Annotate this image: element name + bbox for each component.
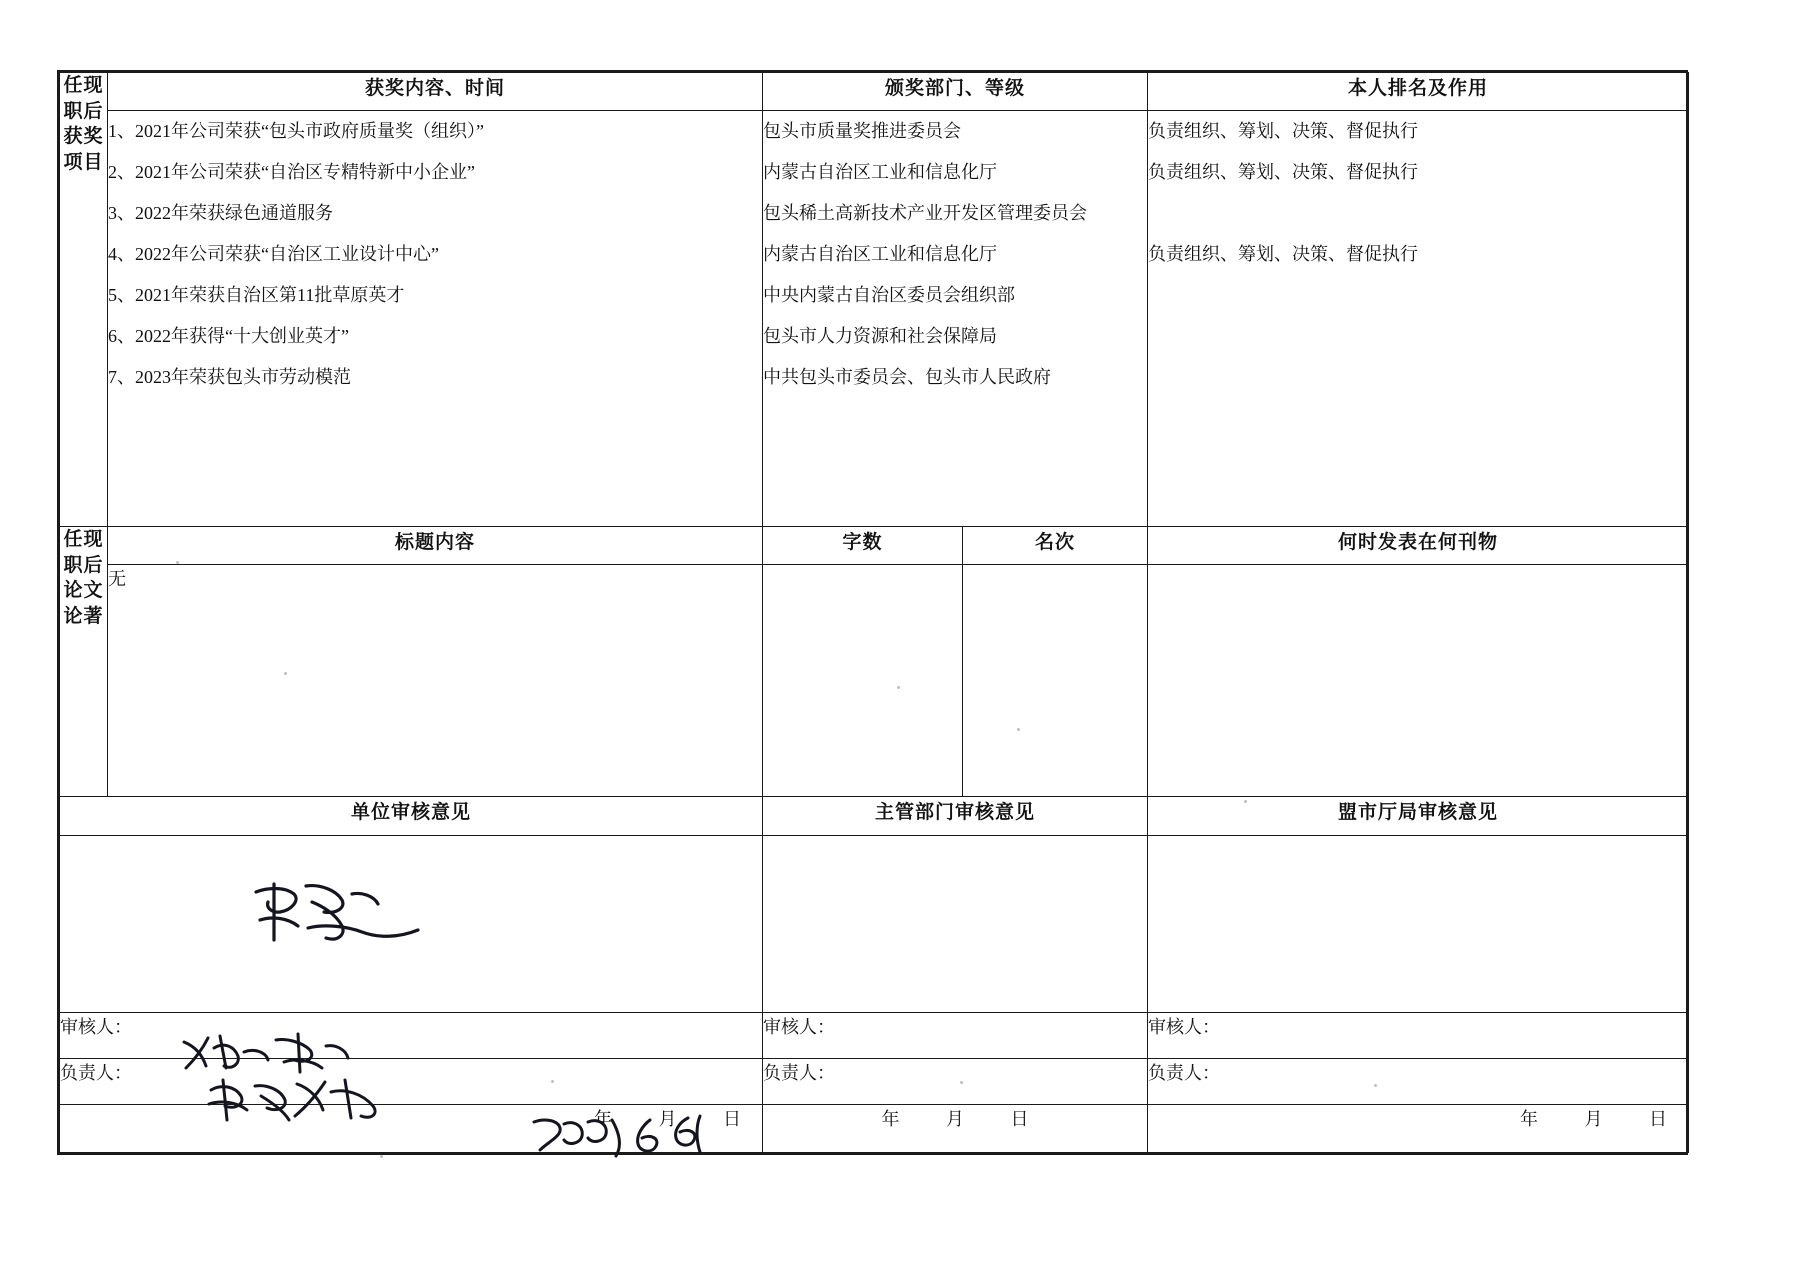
award-rank-5 [1148,275,1688,316]
papers-body-row [60,565,1689,797]
awards-header-row [60,73,1689,111]
award-rank-2: 负责组织、筹划、决策、督促执行 [1148,162,1419,183]
papers-ranking-cell [963,565,1148,797]
awards-rank-cell [1148,111,1689,527]
award-content-4: 4、2022年公司荣获“自治区工业设计中心” [108,244,439,265]
date-month-label-department: 月 [946,1108,964,1129]
awards-header-rank: 本人排名及作用 [1148,73,1689,111]
responsible-label-unit: 负责人： [60,1062,132,1083]
papers-wordcount-cell [763,565,963,797]
reviewer-department [763,1012,1148,1058]
award-content-1: 1、2021年公司荣获“包头市政府质量奖（组织）” [108,121,484,142]
papers-title-cell: 无 [108,565,763,797]
award-department-3: 包头稀土高新技术产业开发区管理委员会 [763,203,1087,224]
award-department-1: 包头市质量奖推进委员会 [763,121,961,142]
award-department-2: 内蒙古自治区工业和信息化厅 [763,162,997,183]
responsible-label-department: 负责人： [763,1062,835,1083]
award-content-5: 5、2021年荣获自治区第11批草原英才 [108,285,405,306]
date-month-label-unit: 月 [658,1108,677,1129]
papers-header-title: 标题内容 [108,527,763,565]
awards-body-row [60,111,1689,527]
award-department-6: 包头市人力资源和社会保障局 [763,326,997,347]
review-opinion-unit [60,835,763,1012]
award-content-3: 3、2022年荣获绿色通道服务 [108,203,333,224]
date-row [60,1104,1689,1152]
date-year-label-department: 年 [881,1108,900,1129]
awards-section-label: 任现 职后 获奖 项目 [60,73,108,527]
papers-header-publication: 何时发表在何刊物 [1148,527,1689,565]
papers-publication-cell [1148,565,1689,797]
reviewer-bureau [1148,1012,1689,1058]
responsible-label-bureau: 负责人： [1148,1062,1221,1083]
reviewer-row [60,1012,1689,1058]
responsible-bureau [1148,1058,1689,1104]
awards-content-cell [108,111,763,527]
responsible-unit [60,1058,763,1104]
responsible-department [763,1058,1148,1104]
reviewer-label-bureau: 审核人： [1148,1016,1221,1037]
award-rank-6 [1148,316,1688,357]
reviewer-unit [60,1012,763,1058]
date-day-label-bureau: 日 [1649,1108,1668,1129]
award-department-4: 内蒙古自治区工业和信息化厅 [763,244,997,265]
responsible-row [60,1058,1689,1104]
scan-speck [380,1155,383,1158]
award-content-7: 7、2023年荣获包头市劳动模范 [108,367,351,388]
award-department-5: 中央内蒙古自治区委员会组织部 [763,285,1015,306]
awards-header-content: 获奖内容、时间 [108,73,763,111]
date-department [763,1104,1148,1152]
date-month-label-bureau: 月 [1584,1108,1603,1129]
evaluation-form-table [57,70,1688,1155]
reviewer-label-department: 审核人： [763,1016,835,1037]
awards-department-cell [763,111,1148,527]
award-rank-3 [1148,193,1688,234]
award-department-7: 中共包头市委员会、包头市人民政府 [763,367,1051,388]
review-header-department: 主管部门审核意见 [763,797,1148,835]
papers-section-label: 任现 职后 论文 论著 [60,527,108,797]
papers-header-row [60,527,1689,565]
papers-header-ranking: 名次 [963,527,1148,565]
papers-header-wordcount: 字数 [763,527,963,565]
award-rank-7 [1148,357,1688,398]
award-content-6: 6、2022年获得“十大创业英才” [108,326,349,347]
date-year-label-bureau: 年 [1520,1108,1539,1129]
awards-header-department: 颁奖部门、等级 [763,73,1148,111]
review-header-row [60,797,1689,835]
date-year-label-unit: 年 [594,1108,612,1129]
form-table [59,72,1689,1153]
review-header-bureau: 盟市厅局审核意见 [1148,797,1689,835]
date-bureau [1148,1104,1689,1152]
date-unit [60,1104,763,1152]
award-rank-1: 负责组织、筹划、决策、督促执行 [1148,121,1419,142]
review-opinion-bureau [1148,835,1689,1012]
review-opinion-row [60,835,1689,1012]
date-day-label-department: 日 [1010,1108,1029,1129]
review-opinion-department [763,835,1148,1012]
date-day-label-unit: 日 [723,1108,741,1129]
review-header-unit: 单位审核意见 [60,797,763,835]
award-rank-4: 负责组织、筹划、决策、督促执行 [1148,244,1419,265]
reviewer-label-unit: 审核人： [60,1016,132,1037]
award-content-2: 2、2021年公司荣获“自治区专精特新中小企业” [108,162,475,183]
